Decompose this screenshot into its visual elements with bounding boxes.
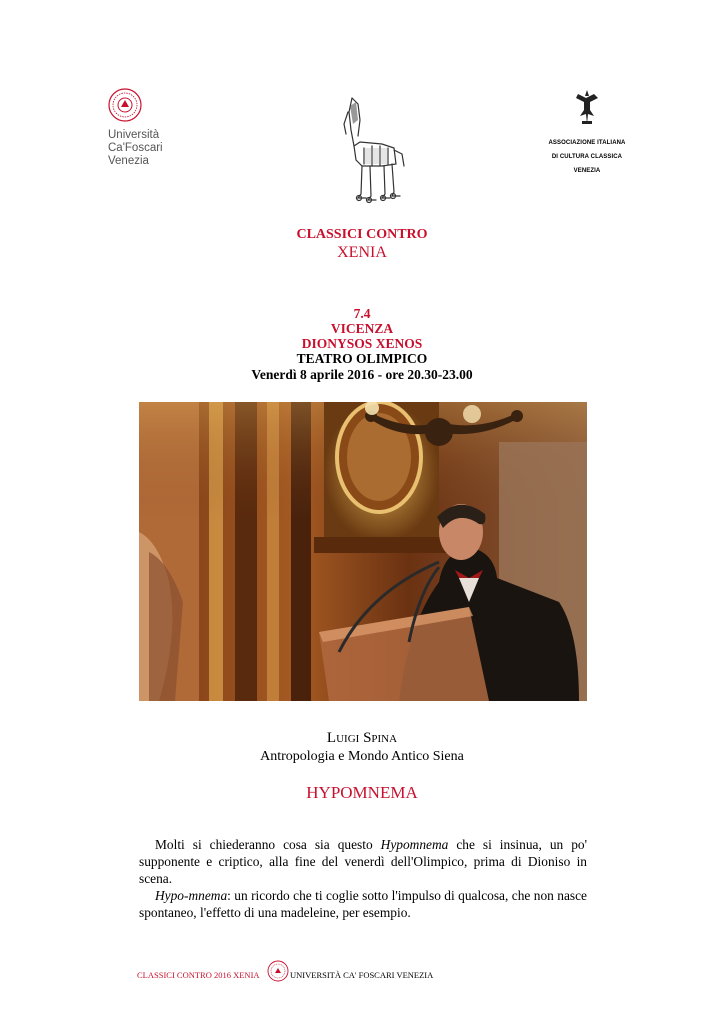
- ca-foscari-logo: [108, 88, 198, 168]
- event-venue: TEATRO OLIMPICO: [296, 351, 428, 366]
- series-title: CLASSICI CONTRO: [296, 227, 428, 242]
- event-datetime: Venerdì 8 aprile 2016 - ore 20.30-23.00: [251, 367, 473, 382]
- footer-series: CLASSICI CONTRO 2016 XENIA: [137, 970, 260, 980]
- speaker-affiliation: Antropologia e Mondo Antico Siena: [260, 749, 464, 764]
- speaker-name: LUIGI SPINA: [326, 730, 398, 746]
- series-subtitle: XENIA: [337, 244, 387, 261]
- athena-owl-icon: [572, 88, 602, 126]
- association-name: ASSOCIAZIONE ITALIANA DI CULTURA CLASSICA VENEZIA: [548, 140, 626, 174]
- talk-description: [139, 836, 587, 921]
- footer: [137, 964, 457, 988]
- paragraph: Hypo-mnema: un ricordo che ti coglie sotto l'impulso di qualcosa, che non nasce spontaneo, l'effetto di una madeleine, per esempio.: [139, 888, 587, 920]
- event-title: DIONYSOS XENOS: [301, 336, 423, 351]
- paragraph: Molti si chiederanno cosa sia questo Hypomnema che si insinua, un po' supponente e criptico, alla fine del venerdì dell'Olimpico, prima di Dioniso in scena.: [139, 837, 587, 886]
- footer-university: UNIVERSITÀ CA' FOSCARI VENEZIA: [290, 970, 434, 980]
- ca-foscari-seal-icon: [267, 960, 289, 982]
- event-city: VICENZA: [330, 321, 394, 336]
- ca-foscari-seal-icon: [108, 88, 142, 122]
- event-number: 7.4: [353, 306, 371, 321]
- speaker-photo: [139, 402, 587, 701]
- talk-title: HYPOMNEMA: [306, 783, 418, 802]
- trojan-horse-icon: [334, 94, 406, 212]
- university-name: Università Ca'Foscari Venezia: [108, 129, 163, 167]
- aicc-logo: [542, 88, 632, 182]
